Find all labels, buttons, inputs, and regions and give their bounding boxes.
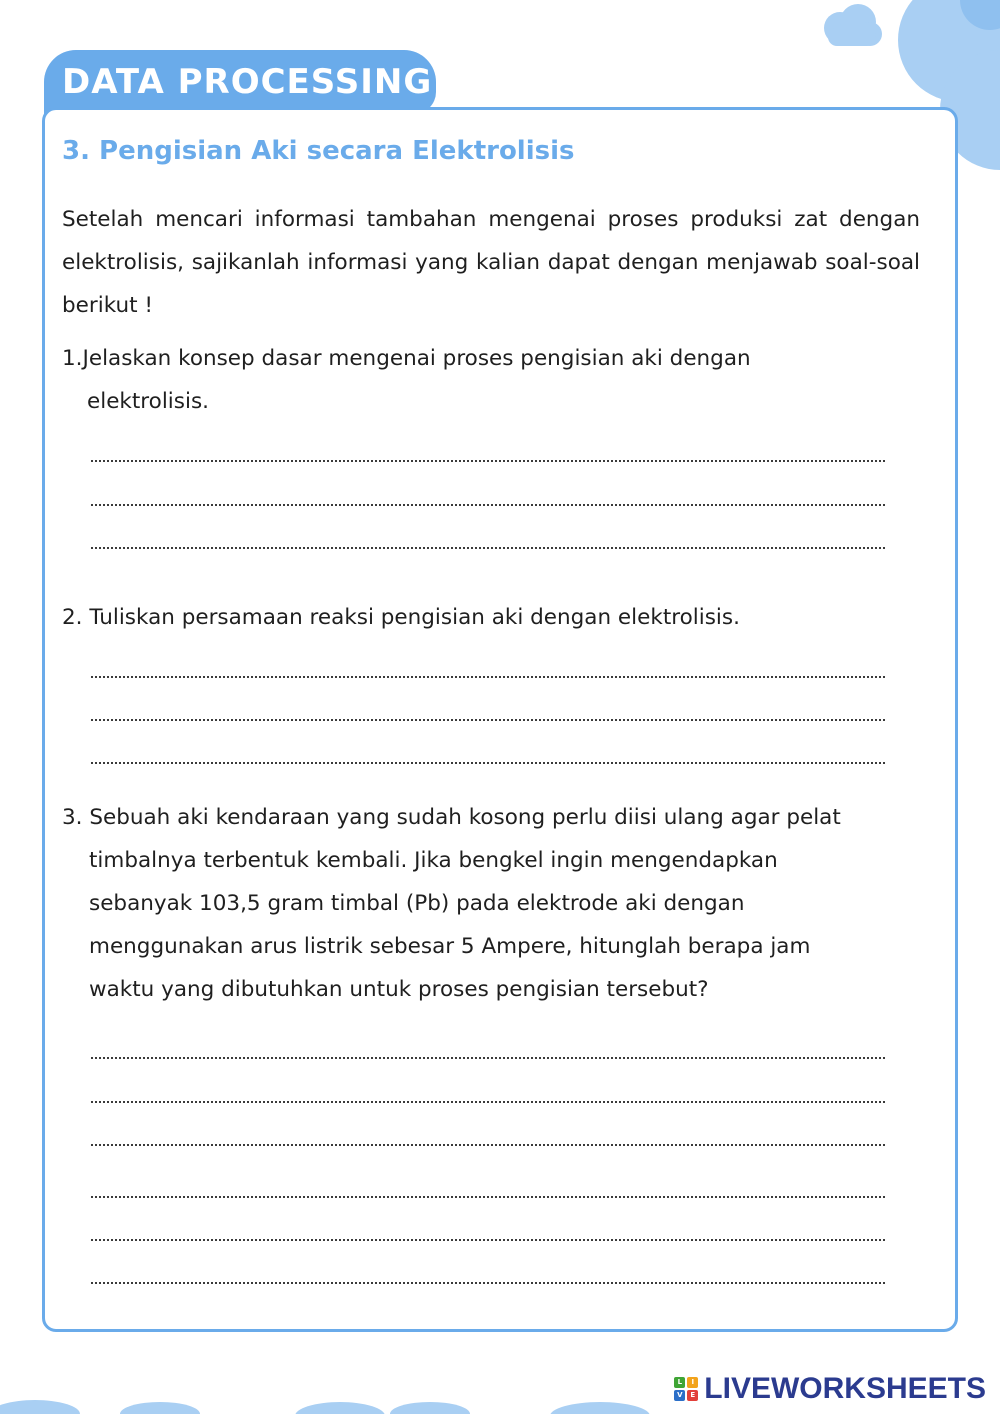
answer-line-q3-6[interactable] [91,1282,885,1284]
logo-letter-i: I [687,1377,698,1388]
question-3 [62,796,922,1011]
question-3-line-5: waktu yang dibutuhkan untuk proses pengisian tersebut? [89,977,709,1002]
answer-line-q3-3[interactable] [91,1144,885,1146]
answer-line-q1-1[interactable] [91,460,885,462]
answer-line-q1-2[interactable] [91,504,885,506]
logo-letter-e: E [687,1390,698,1401]
intro-paragraph: Setelah mencari informasi tambahan mengenai proses produksi zat dengan elektrolisis, sajikanlah informasi yang kalian dapat dengan menjawab soal-soal berikut ! [62,207,920,318]
section-title: 3. Pengisian Aki secara Elektrolisis [62,136,575,166]
question-1-text-line2: elektrolisis. [87,389,209,414]
answer-line-q2-3[interactable] [91,762,885,764]
cloud-decoration-bottom [0,1390,760,1414]
liveworksheets-logo-icon [674,1377,698,1401]
liveworksheets-brand [674,1372,986,1406]
logo-letter-v: V [674,1390,685,1401]
question-2 [62,596,922,639]
answer-line-q1-3[interactable] [91,547,885,549]
logo-letter-l: L [674,1377,685,1388]
answer-line-q3-5[interactable] [91,1239,885,1241]
answer-line-q3-1[interactable] [91,1057,885,1059]
question-3-number: 3. [62,805,83,830]
question-3-line-1: Sebuah aki kendaraan yang sudah kosong perlu diisi ulang agar pelat [89,805,841,830]
question-1-text-line1: Jelaskan konsep dasar mengenai proses pengisian aki dengan [82,346,751,371]
question-3-line-2: timbalnya terbentuk kembali. Jika bengkel ingin mengendapkan [89,848,778,873]
answer-line-q3-2[interactable] [91,1101,885,1103]
answer-line-q2-1[interactable] [91,676,885,678]
brand-name: LIVEWORKSHEETS [704,1372,986,1405]
question-3-line-3: sebanyak 103,5 gram timbal (Pb) pada elektrode aki dengan [89,891,745,916]
question-1-number: 1. [62,346,83,371]
header-title: DATA PROCESSING [44,50,436,114]
question-2-number: 2. [62,605,83,630]
question-1 [62,337,896,423]
question-2-text: Tuliskan persamaan reaksi pengisian aki dengan elektrolisis. [89,605,740,630]
answer-line-q2-2[interactable] [91,719,885,721]
answer-line-q3-4[interactable] [91,1196,885,1198]
question-3-line-4: menggunakan arus listrik sebesar 5 Ampere, hitunglah berapa jam [89,934,811,959]
